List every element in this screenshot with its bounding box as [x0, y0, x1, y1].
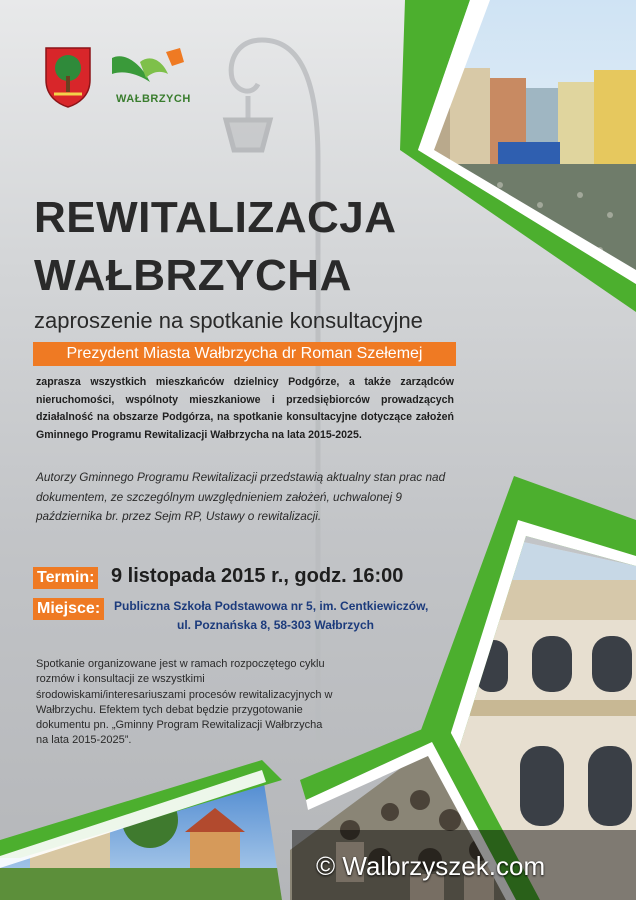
title-line-1: REWITALIZACJA [34, 193, 397, 242]
title-line-2: WAŁBRZYCHA [34, 251, 352, 300]
authors-note: Autorzy Gminnego Programu Rewitalizacji przedstawią aktualny stan prac nad dokumentem, ze szczególnym uwzględnieniem założeń, uchwalonej 9 października br. przez Sejm RP, Ustawy o rewitalizacji. [36, 470, 446, 523]
invitation-text: zaprasza wszystkich mieszkańców dzielnicy Podgórze, a także zarządców nieruchomości, wspólnoty mieszkaniowe i przedsiębiorców prowadzących działalność na obszarze Podgórza, na spotkanie konsultacyjne dotyczące założeń Gminnego Programu Rewitalizacji Wałbrzycha na lata 2015-2025. [36, 376, 454, 441]
date-label: Termin: [33, 567, 98, 589]
city-logo-wordmark: WAŁBRZYCH [116, 93, 191, 105]
coat-of-arms-logo [44, 46, 92, 108]
watermark-text: © Walbrzyszek.com [316, 851, 546, 881]
mayor-banner: Prezydent Miasta Wałbrzycha dr Roman Szełemej [33, 342, 456, 366]
meeting-info-text: Spotkanie organizowane jest w ramach rozpoczętego cyklu rozmów i konsultacji ze wszystkimi środowiskami/interesariuszami procesów rewitalizacyjnych w Wałbrzychu. Efektem tych debat będzie przygotowanie dokumentu pn. „Gminny Program Rewitalizacji Wałbrzycha na lata 2015-2025”. [36, 658, 333, 747]
date-value: 9 listopada 2015 r., godz. 16:00 [111, 565, 404, 587]
place-line-1: Publiczna Szkoła Podstawowa nr 5, im. Centkiewiczów, [114, 599, 429, 613]
subtitle: zaproszenie na spotkanie konsultacyjne [34, 308, 423, 333]
place-line-2: ul. Poznańska 8, 58-303 Wałbrzych [177, 618, 374, 632]
place-label: Miejsce: [33, 598, 104, 620]
